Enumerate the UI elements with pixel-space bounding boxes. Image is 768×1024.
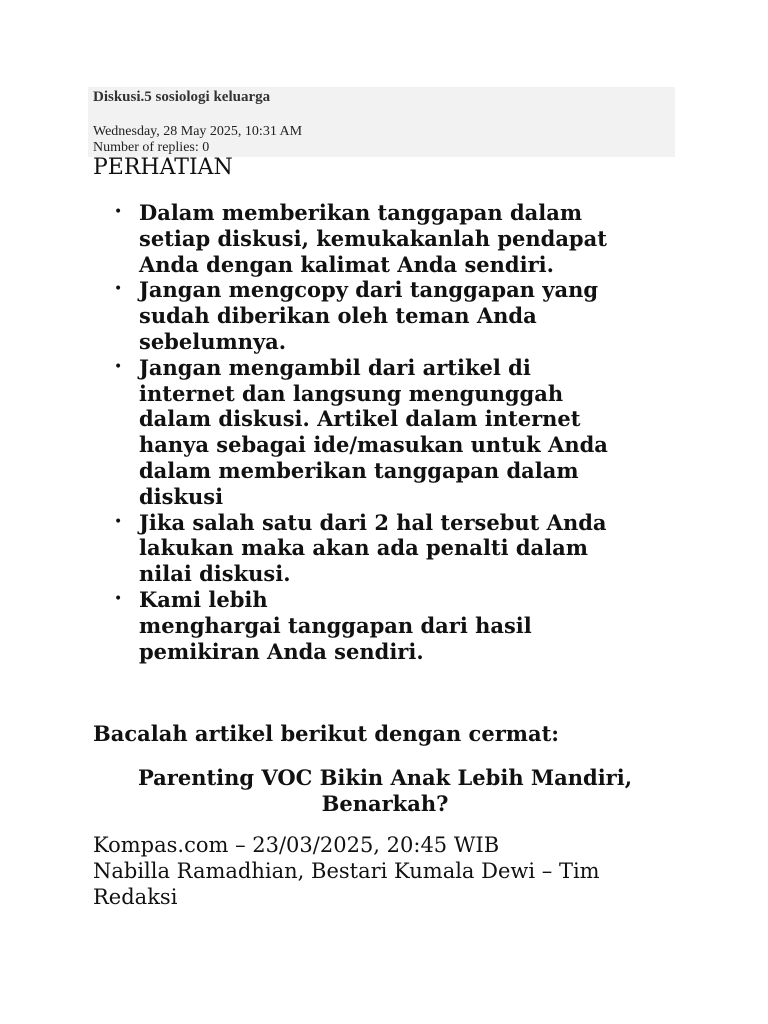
attention-heading: PERHATIAN: [93, 155, 233, 180]
rule-line: Jangan mengcopy dari tanggapan yang: [139, 277, 599, 303]
bullet-icon: •: [114, 281, 123, 298]
rule-item: [114, 509, 679, 587]
rule-item: [114, 354, 679, 510]
article-source-line: Redaksi: [93, 885, 178, 909]
bullet-icon: •: [114, 513, 123, 530]
rule-line: Dalam memberikan tanggapan dalam: [139, 200, 583, 225]
rule-line: hanya sebagai ide/masukan untuk Anda: [139, 432, 608, 458]
rule-line: diskusi: [139, 483, 224, 509]
rule-line: Anda dengan kalimat Anda sendiri.: [139, 251, 554, 277]
article-source-line: Nabilla Ramadhian, Bestari Kumala Dewi – Tim: [93, 859, 600, 883]
rules-list: [114, 200, 679, 664]
rule-line: internet dan langsung mengunggah: [139, 380, 564, 406]
article-source: [93, 832, 683, 910]
reading-instruction: Bacalah artikel berikut dengan cermat:: [93, 721, 560, 746]
rule-line: sudah diberikan oleh teman Anda: [139, 303, 537, 329]
article-title-line: Benarkah?: [321, 790, 449, 816]
article-title: [93, 765, 677, 817]
rule-item: [114, 586, 679, 664]
rule-line: Jangan mengambil dari artikel di: [139, 354, 531, 380]
rule-item: [114, 200, 679, 277]
rule-line: dalam memberikan tanggapan dalam: [139, 457, 579, 483]
rule-item: [114, 277, 679, 354]
article-source-line: Kompas.com – 23/03/2025, 20:45 WIB: [93, 833, 500, 857]
reply-count: Number of replies: 0: [93, 140, 210, 155]
rule-line: pemikiran Anda sendiri.: [139, 638, 424, 664]
rule-line: lakukan maka akan ada penalti dalam: [139, 535, 588, 561]
rule-line: Jika salah satu dari 2 hal tersebut Anda: [139, 509, 607, 535]
rule-line: Kami lebih: [139, 586, 268, 612]
bullet-icon: •: [114, 204, 123, 220]
bullet-icon: •: [114, 358, 123, 375]
post-title: Diskusi.5 sosiologi keluarga: [93, 89, 271, 105]
rule-line: sebelumnya.: [139, 328, 287, 354]
rule-line: setiap diskusi, kemukakanlah pendapat: [139, 225, 607, 251]
rule-line: nilai diskusi.: [139, 561, 291, 587]
post-date: Wednesday, 28 May 2025, 10:31 AM: [93, 124, 303, 139]
rule-line: menghargai tanggapan dari hasil: [139, 612, 532, 638]
bullet-icon: •: [114, 590, 123, 607]
article-title-line: Parenting VOC Bikin Anak Lebih Mandiri,: [137, 765, 633, 790]
rule-line: dalam diskusi. Artikel dalam internet: [139, 406, 581, 432]
